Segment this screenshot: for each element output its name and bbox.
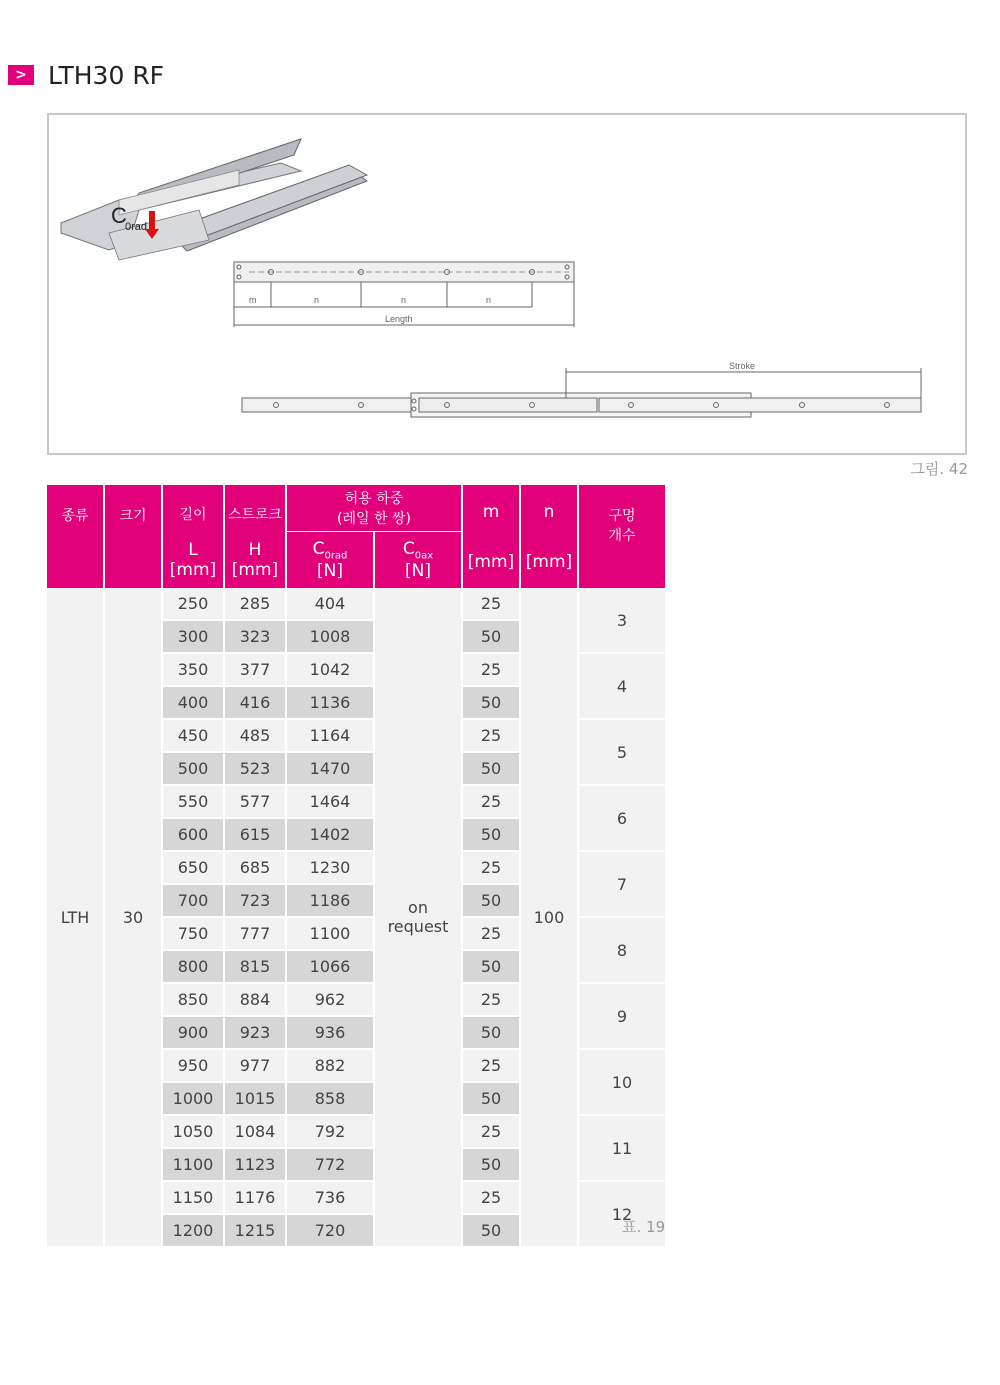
stroke-cell: 815 [225, 951, 285, 984]
holes-cell: 9 [579, 984, 665, 1050]
stroke-cell: 723 [225, 885, 285, 918]
m-cell: 25 [463, 1182, 519, 1215]
rail-side-view [242, 368, 921, 417]
c0rad-cell: 1186 [287, 885, 373, 918]
stroke-label: Stroke [729, 361, 756, 371]
m-cell: 50 [463, 1017, 519, 1050]
stroke-cell: 884 [225, 984, 285, 1017]
svg-text:0rad: 0rad [125, 221, 148, 233]
rail-drawing [49, 115, 965, 453]
c0rad-cell: 1008 [287, 621, 373, 654]
header-load: 허용 하중 (레일 한 쌍) [287, 485, 461, 532]
c0rad-cell: 720 [287, 1215, 373, 1248]
c0rad-cell: 1042 [287, 654, 373, 687]
header-size: 크기 [105, 485, 161, 588]
header-length: 길이 [163, 485, 223, 532]
m-cell: 25 [463, 984, 519, 1017]
size-cell: 30 [105, 588, 161, 1248]
spec-table-body [47, 588, 665, 1248]
stroke-cell: 485 [225, 720, 285, 753]
length-cell: 600 [163, 819, 223, 852]
c0rad-cell: 404 [287, 588, 373, 621]
stroke-cell: 377 [225, 654, 285, 687]
spec-table [45, 485, 667, 1248]
header-n: n [mm] [521, 485, 577, 588]
svg-text:n: n [486, 295, 492, 305]
length-cell: 500 [163, 753, 223, 786]
chevron-right-icon: > [8, 65, 34, 85]
holes-cell: 5 [579, 720, 665, 786]
holes-cell: 6 [579, 786, 665, 852]
length-cell: 300 [163, 621, 223, 654]
holes-cell: 12 [579, 1182, 665, 1248]
m-cell: 50 [463, 819, 519, 852]
c0rad-cell: 936 [287, 1017, 373, 1050]
m-cell: 50 [463, 687, 519, 720]
stroke-cell: 323 [225, 621, 285, 654]
m-cell: 50 [463, 1149, 519, 1182]
header-holes: 구멍 개수 [579, 485, 665, 588]
holes-cell: 10 [579, 1050, 665, 1116]
c0rad-cell: 1470 [287, 753, 373, 786]
length-cell: 550 [163, 786, 223, 819]
stroke-cell: 923 [225, 1017, 285, 1050]
m-cell: 50 [463, 753, 519, 786]
holes-cell: 3 [579, 588, 665, 654]
c0ax-line-2: request [387, 917, 449, 936]
m-cell: 50 [463, 951, 519, 984]
iso-drawer-icon [61, 139, 367, 260]
section-header [8, 60, 164, 90]
stroke-cell: 1176 [225, 1182, 285, 1215]
length-cell: 750 [163, 918, 223, 951]
length-cell: 650 [163, 852, 223, 885]
m-cell: 50 [463, 621, 519, 654]
stroke-cell: 1084 [225, 1116, 285, 1149]
m-cell: 25 [463, 588, 519, 621]
c0rad-cell: 792 [287, 1116, 373, 1149]
m-cell: 25 [463, 1050, 519, 1083]
c0rad-cell: 1136 [287, 687, 373, 720]
table-caption: 표. 19 [622, 1218, 666, 1236]
holes-cell: 4 [579, 654, 665, 720]
m-cell: 25 [463, 1116, 519, 1149]
length-cell: 450 [163, 720, 223, 753]
type-cell: LTH [47, 588, 103, 1248]
length-cell: 850 [163, 984, 223, 1017]
header-stroke: 스트로크 [225, 485, 285, 532]
length-cell: 800 [163, 951, 223, 984]
svg-text:n: n [314, 295, 320, 305]
stroke-cell: 523 [225, 753, 285, 786]
c0rad-cell: 1230 [287, 852, 373, 885]
stroke-cell: 1123 [225, 1149, 285, 1182]
page-title: LTH30 RF [48, 60, 165, 90]
length-cell: 250 [163, 588, 223, 621]
n-cell: 100 [521, 588, 577, 1248]
stroke-cell: 777 [225, 918, 285, 951]
c0rad-cell: 882 [287, 1050, 373, 1083]
stroke-cell: 977 [225, 1050, 285, 1083]
product-figure [47, 113, 967, 455]
c0rad-cell: 1066 [287, 951, 373, 984]
stroke-cell: 285 [225, 588, 285, 621]
figure-caption: 그림. 42 [910, 460, 968, 478]
c0rad-cell: 1464 [287, 786, 373, 819]
m-cell: 25 [463, 918, 519, 951]
c0rad-cell: 772 [287, 1149, 373, 1182]
m-cell: 25 [463, 720, 519, 753]
c0rad-cell: 858 [287, 1083, 373, 1116]
length-cell: 1100 [163, 1149, 223, 1182]
stroke-cell: 615 [225, 819, 285, 852]
stroke-cell: 685 [225, 852, 285, 885]
c0rad-cell: 962 [287, 984, 373, 1017]
m-cell: 25 [463, 852, 519, 885]
header-c0rad: $C_{0rad}$ [N] [287, 532, 373, 588]
m-cell: 25 [463, 654, 519, 687]
header-type: 종류 [47, 485, 103, 588]
length-cell: 900 [163, 1017, 223, 1050]
svg-text:C: C [111, 203, 127, 228]
stroke-cell: 1015 [225, 1083, 285, 1116]
c0rad-cell: 1164 [287, 720, 373, 753]
length-cell: 350 [163, 654, 223, 687]
c0rad-cell: 1402 [287, 819, 373, 852]
stroke-cell: 416 [225, 687, 285, 720]
svg-text:m: m [249, 295, 257, 305]
m-cell: 50 [463, 1083, 519, 1116]
length-cell: 400 [163, 687, 223, 720]
header-L: L [mm] [163, 532, 223, 588]
length-cell: 1200 [163, 1215, 223, 1248]
c0ax-cell [375, 588, 461, 1248]
c0rad-cell: 1100 [287, 918, 373, 951]
length-cell: 1150 [163, 1182, 223, 1215]
holes-cell: 11 [579, 1116, 665, 1182]
length-cell: 1050 [163, 1116, 223, 1149]
table-row [47, 588, 665, 621]
header-c0ax: $C_{0ax}$ [N] [375, 532, 461, 588]
dimension-labels [249, 295, 491, 324]
c0rad-cell: 736 [287, 1182, 373, 1215]
length-cell: 950 [163, 1050, 223, 1083]
svg-text:n: n [401, 295, 407, 305]
header-H: H [mm] [225, 532, 285, 588]
m-cell: 50 [463, 1215, 519, 1248]
stroke-cell: 1215 [225, 1215, 285, 1248]
length-cell: 700 [163, 885, 223, 918]
holes-cell: 8 [579, 918, 665, 984]
svg-text:Length: Length [385, 314, 413, 324]
header-m: m [mm] [463, 485, 519, 588]
c0ax-line-1: on [408, 898, 428, 917]
m-cell: 50 [463, 885, 519, 918]
m-cell: 25 [463, 786, 519, 819]
holes-cell: 7 [579, 852, 665, 918]
length-cell: 1000 [163, 1083, 223, 1116]
stroke-cell: 577 [225, 786, 285, 819]
